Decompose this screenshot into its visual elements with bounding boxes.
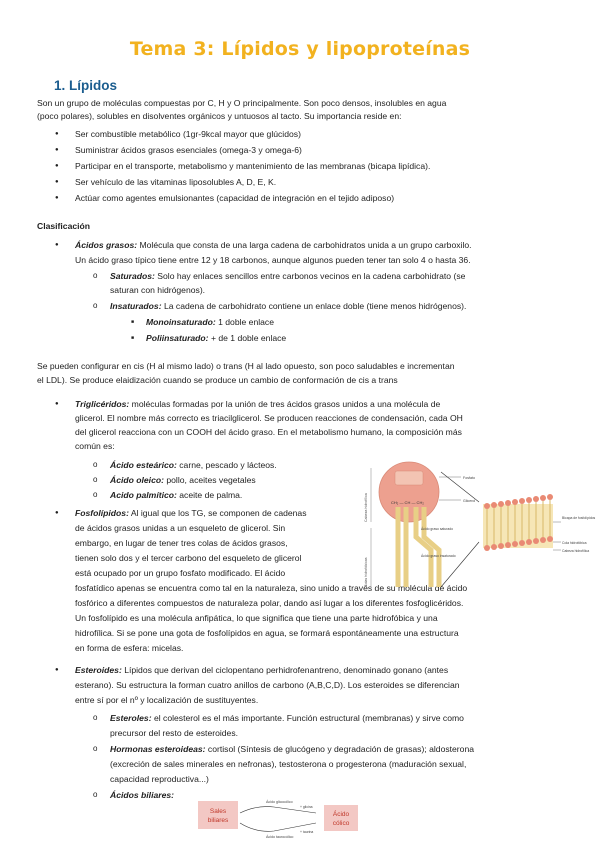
- phospholipids-line: fosfórico a diferentes compuestos de naturaleza polar, dando así lugar a los diferentes fosfoglicéridos.: [75, 598, 464, 608]
- phospholipids-line: está ocupado por un grupo fosfato modificado. El ácido: [75, 568, 286, 578]
- term: Ácidos grasos:: [75, 240, 138, 250]
- classification-heading: Clasificación: [37, 221, 91, 231]
- triglycerides-item: [75, 398, 440, 411]
- importance-item: ● Ser combustible metabólico (1gr-9kcal mayor que glúcidos): [75, 128, 301, 141]
- phospholipid-figure: [361, 462, 596, 592]
- fatty-acids-item: [75, 239, 472, 252]
- phospholipids-item: [75, 507, 307, 520]
- term: Acido palmítico:: [110, 490, 177, 500]
- head-label: Fosfato: [463, 476, 475, 480]
- phospholipids-line: Un fosfolípido es una molécula anfipática, lo que significa que tiene una parte hidrofóbica y una: [75, 613, 438, 623]
- text: Molécula que consta de una larga cadena de carbohidratos unida a un grupo carboxilo.: [137, 240, 472, 250]
- term: Hormonas esteroideas:: [110, 744, 206, 754]
- hormones-item: [110, 743, 474, 756]
- bilayer-label: Bicapa de fosfolípidos: [562, 516, 596, 520]
- saturated-line: saturan con hidrógenos).: [110, 285, 206, 295]
- hydrophobic-tail-label: Colas hidrofóbicas: [364, 557, 368, 587]
- cis-line: Se pueden configurar en cis (H al mismo lado) o trans (H al lado opuesto, son poco saludables e incrementan: [37, 361, 455, 371]
- stearic-item: [110, 459, 277, 472]
- importance-item: ● Participar en el transporte, metabolismo y mantenimiento de las membranas (bicapa lipídica).: [75, 160, 430, 173]
- sales-label-1: Sales: [209, 808, 227, 815]
- triglycerides-line: del glicerol reacciona con un COOH del ácido graso. En el metabolismo humano, la composición más: [75, 427, 462, 437]
- bilayer-diagram: [483, 494, 553, 551]
- term: Esteroides:: [75, 665, 122, 675]
- text: La cadena de carbohidrato contiene un enlace doble (tiene menos hidrógenos).: [161, 301, 467, 311]
- sterols-item: [110, 712, 464, 725]
- phospholipids-line: en forma de esfera: micelas.: [75, 643, 184, 653]
- text: cortisol (Síntesis de glucógeno y degradación de grasas); aldosterona: [205, 744, 475, 754]
- term: Ácido oleico:: [110, 475, 164, 485]
- term: Fosfolípidos:: [75, 508, 129, 518]
- term: Insaturados:: [110, 301, 162, 311]
- text: aceite de palma.: [176, 490, 243, 500]
- term: Ácidos biliares:: [110, 790, 174, 800]
- saturated-label: Ácido graso saturado: [421, 527, 454, 531]
- importance-item: ● Ser vehículo de las vitaminas liposolubles A, D, E, K.: [75, 176, 276, 189]
- unsaturated-label: Ácido graso insaturado: [421, 554, 456, 558]
- steroids-line: entre sí por el nº y localización de sustituyentes.: [75, 695, 259, 705]
- intro-line: Son un grupo de moléculas compuestas por C, H y O principalmente. Son poco densos, insolubles en agua: [37, 98, 447, 108]
- triglycerides-line: común es:: [75, 441, 115, 451]
- text: Al igual que los TG, se componen de cadenas: [128, 508, 307, 518]
- hormones-line: (excreción de sales minerales en nefronas), testosterona o progesterona (maduración sexual,: [110, 759, 467, 769]
- saturated-item: [110, 270, 465, 283]
- poli-item: [146, 332, 286, 345]
- acido-box: [324, 805, 358, 831]
- text: el colesterol es el más importante. Función estructural (membranas) y sirve como: [151, 713, 464, 723]
- text: + de 1 doble enlace: [208, 333, 287, 343]
- text: 1 doble enlace: [215, 317, 274, 327]
- sales-label-2: biliares: [207, 817, 229, 824]
- glicina-label: + glicina: [300, 805, 313, 809]
- bile-acids-item: [110, 789, 174, 802]
- section-heading: 1. Lípidos: [54, 78, 118, 93]
- term: Ácido esteárico:: [110, 460, 177, 470]
- sales-box: [198, 801, 238, 829]
- head-label-2: Cabeza hidrofílica: [562, 549, 590, 553]
- term: Monoinsaturado:: [146, 317, 216, 327]
- importance-item: ● Actúar como agentes emulsionantes (capacidad de integración en el tejido adiposo): [75, 192, 394, 205]
- text: Lípidos que derivan del ciclopentano perhidrofenantreno, denominado gonano (antes: [121, 665, 449, 675]
- glycerol-label: Glicerol: [463, 499, 476, 503]
- text: carne, pescado y lácteos.: [176, 460, 277, 470]
- oleic-item: [110, 474, 256, 487]
- unsaturated-item: [110, 300, 466, 313]
- acido-label-1: Ácido: [332, 811, 350, 818]
- taurina-label: + taurina: [300, 830, 314, 834]
- phospholipids-line: tienen solo dos y el tercer carbono del esqueleto de glicerol: [75, 553, 302, 563]
- cis-line: el LDL). Se produce elaidización cuando se produce un cambio de conformación de cis a trans: [37, 375, 398, 385]
- acido-label-2: cólico: [332, 820, 350, 827]
- steroids-item: [75, 664, 448, 677]
- bile-acids-figure: [196, 795, 366, 841]
- importance-item: ● Suministrar ácidos grasos esenciales (omega-3 y omega-6): [75, 144, 302, 157]
- text: moléculas formadas por la unión de tres ácidos grasos unidos a una molécula de: [129, 399, 441, 409]
- glicocolico-label: Ácido glicocólico: [266, 800, 293, 804]
- hydrophilic-head-label: Cabeza hidrofílica: [364, 493, 368, 522]
- sterols-line: precursor del resto de esteroides.: [110, 728, 239, 738]
- palmitic-item: [110, 489, 242, 502]
- fatty-acids-line: Un ácido graso típico tiene entre 12 y 18 carbonos, aunque algunos pueden tener tan solo 4 o hasta 36.: [75, 255, 471, 265]
- hormones-line: capacidad reproductiva...): [110, 774, 209, 784]
- term: Poliinsaturado:: [146, 333, 209, 343]
- triglycerides-line: glicerol. El nombre más correcto es triacilglicerol. Se producen reacciones de condensación, cada OH: [75, 413, 463, 423]
- text: Solo hay enlaces sencillos entre carbonos vecinos en la cadena carbohidrato (se: [154, 271, 466, 281]
- term: Saturados:: [110, 271, 155, 281]
- steroids-line: esterano). Su estructura la forman cuatro anillos de carbono (A,B,C,D). Los esteroides se diferencian: [75, 680, 460, 690]
- glycerol-formula: CH₂ — CH — CH₂: [391, 500, 424, 505]
- page-title: Tema 3: Lípidos y lipoproteínas: [129, 38, 471, 60]
- phospholipids-line: de ácidos grasos unidas a un esqueleto de glicerol. Sin: [75, 523, 286, 533]
- phospholipids-line: fosfatídico apenas se encuentra como tal en la naturaleza, sino unido a través de su molécula de ácido: [75, 583, 468, 593]
- tail-label: Cola hidrofóbica: [562, 541, 587, 545]
- phospholipids-line: embargo, en lugar de tener tres colas de ácidos grasos,: [75, 538, 288, 548]
- text: pollo, aceites vegetales: [163, 475, 256, 485]
- phospholipids-line: hidrofílica. Si se pone una gota de fosfolípidos en agua, se formará espontáneamente una estructura: [75, 628, 459, 638]
- term: Triglicéridos:: [75, 399, 130, 409]
- term: Esteroles:: [110, 713, 152, 723]
- intro-line: (poco polares), solubles en disolventes orgánicos y untuosos al tacto. Su importancia reside en:: [37, 111, 402, 121]
- taurocolico-label: Ácido taurocólico: [266, 835, 294, 839]
- mono-item: [146, 316, 274, 329]
